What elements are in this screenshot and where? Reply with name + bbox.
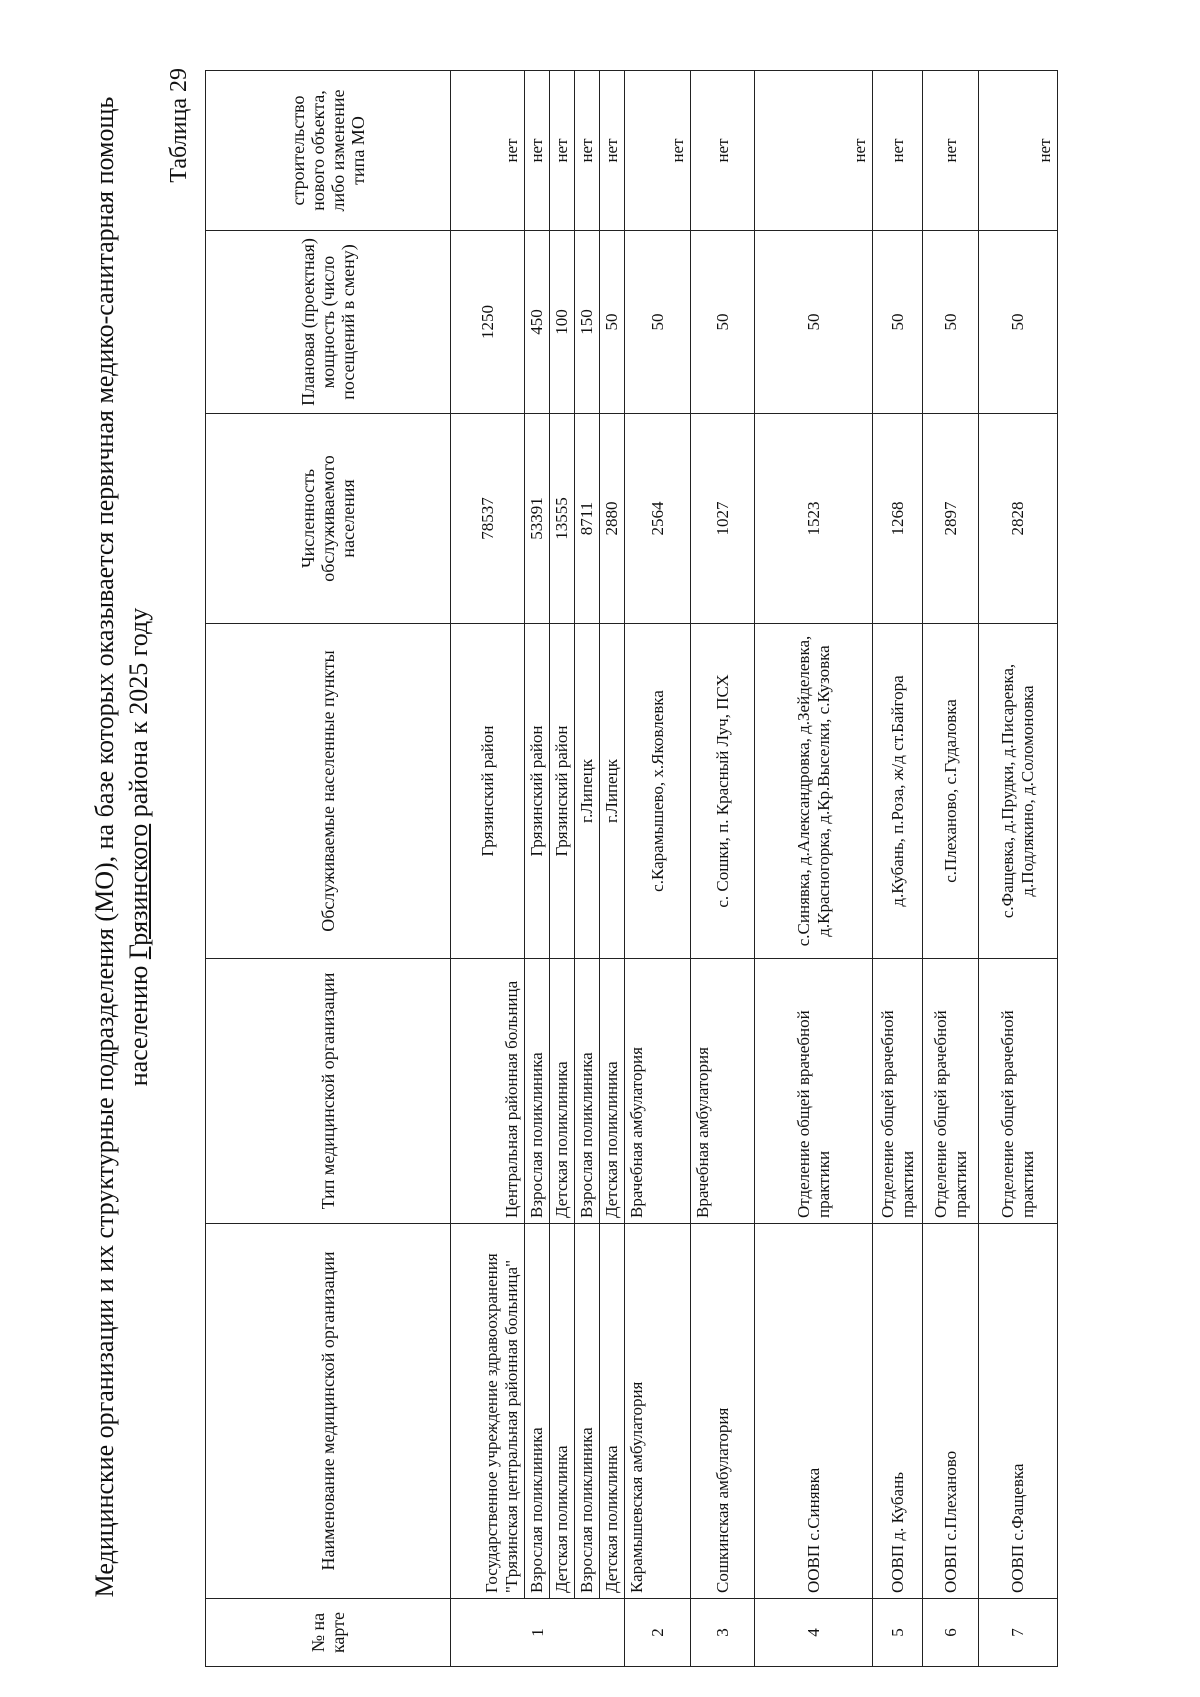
header-num: № на карте (206, 1599, 451, 1667)
cell-population: 2828 (979, 414, 1058, 624)
cell-capacity: 50 (600, 231, 625, 414)
medical-organizations-table (205, 70, 1058, 1667)
cell-num: 5 (873, 1599, 923, 1667)
cell-population: 1027 (691, 414, 755, 624)
cell-num: 4 (755, 1599, 873, 1667)
cell-capacity: 1250 (451, 231, 525, 414)
cell-capacity: 150 (575, 231, 600, 414)
table-row (525, 71, 550, 1667)
table-row (979, 71, 1058, 1667)
cell-population: 53391 (525, 414, 550, 624)
cell-type: Отделение общей врачебной практики (979, 959, 1058, 1224)
cell-areas: г.Липецк (600, 624, 625, 959)
cell-name: Сошкинская амбулатория (691, 1224, 755, 1599)
cell-capacity: 50 (923, 231, 979, 414)
cell-type: Взрослая поликлиника (575, 959, 600, 1224)
cell-population: 1268 (873, 414, 923, 624)
cell-areas: Грязинский район (451, 624, 525, 959)
cell-capacity: 450 (525, 231, 550, 414)
table-row (923, 71, 979, 1667)
cell-type: Детская поликлиника (600, 959, 625, 1224)
cell-construction: нет (755, 71, 873, 231)
cell-areas: д.Кубань, п.Роза, ж/д ст.Байгора (873, 624, 923, 959)
cell-type: Взрослая поликлиника (525, 959, 550, 1224)
cell-areas: с.Фащевка, д.Прудки, д.Писаревка, д.Подлякино, д.Соломоновка (979, 624, 1058, 959)
cell-type: Врачебная амбулатория (691, 959, 755, 1224)
cell-name: Взрослая поликлиника (525, 1224, 550, 1599)
cell-name: Детская поликлинка (550, 1224, 575, 1599)
cell-name: Государственное учреждение здравоохранения "Грязинская центральная районная больница" (451, 1224, 525, 1599)
cell-capacity: 50 (691, 231, 755, 414)
cell-capacity: 50 (755, 231, 873, 414)
cell-type: Врачебная амбулатория (625, 959, 691, 1224)
cell-construction: нет (575, 71, 600, 231)
cell-num: 7 (979, 1599, 1058, 1667)
header-construction: строительство нового объекта, либо изменение типа МО (206, 71, 451, 231)
document-title (88, 57, 156, 1637)
cell-areas: Грязинский район (550, 624, 575, 959)
header-areas: Обслуживаемые населенные пункты (206, 624, 451, 959)
cell-areas: с.Карамышево, х.Яковлевка (625, 624, 691, 959)
table-number-label: Таблица 29 (166, 68, 192, 183)
cell-areas: с.Синявка, д.Александровка, д.Зейделевка, д.Красногорка, д.Кр.Выселки, с.Кузовка (755, 624, 873, 959)
header-row (206, 71, 451, 1667)
cell-construction: нет (691, 71, 755, 231)
header-capacity: Плановая (проектная) мощность (число посещений в смену) (206, 231, 451, 414)
cell-construction: нет (550, 71, 575, 231)
title-line-2-start: населению (124, 959, 153, 1087)
table-row (625, 71, 691, 1667)
table-row (691, 71, 755, 1667)
cell-type: Отделение общей врачебной практики (755, 959, 873, 1224)
cell-type: Отделение общей врачебной практики (923, 959, 979, 1224)
header-name: Наименование медицинской организации (206, 1224, 451, 1599)
cell-areas: Грязинский район (525, 624, 550, 959)
header-type: Тип медицинской организации (206, 959, 451, 1224)
cell-name: ООВП с.Плеханово (923, 1224, 979, 1599)
cell-construction: нет (525, 71, 550, 231)
cell-num: 3 (691, 1599, 755, 1667)
cell-num: 2 (625, 1599, 691, 1667)
table-row (600, 71, 625, 1667)
cell-capacity: 100 (550, 231, 575, 414)
cell-name: Карамышевская амбулатория (625, 1224, 691, 1599)
cell-name: Взрослая поликлиника (575, 1224, 600, 1599)
cell-construction: нет (600, 71, 625, 231)
table-row (451, 71, 525, 1667)
cell-construction: нет (873, 71, 923, 231)
title-line-2-end: района к 2025 году (124, 607, 153, 824)
cell-num: 1 (451, 1599, 625, 1667)
cell-capacity: 50 (873, 231, 923, 414)
table-row (873, 71, 923, 1667)
header-population: Численность обслуживаемого населения (206, 414, 451, 624)
cell-construction: нет (979, 71, 1058, 231)
cell-capacity: 50 (625, 231, 691, 414)
cell-areas: с. Сошки, п. Красный Луч, ПСХ (691, 624, 755, 959)
cell-capacity: 50 (979, 231, 1058, 414)
table-row (755, 71, 873, 1667)
cell-name: ООВП с.Синявка (755, 1224, 873, 1599)
cell-population: 2564 (625, 414, 691, 624)
cell-population: 2880 (600, 414, 625, 624)
cell-areas: с.Плеханово, с.Гудаловка (923, 624, 979, 959)
cell-areas: г.Липецк (575, 624, 600, 959)
cell-population: 8711 (575, 414, 600, 624)
cell-name: ООВП с.Фащевка (979, 1224, 1058, 1599)
cell-name: Детская поликлинка (600, 1224, 625, 1599)
cell-population: 2897 (923, 414, 979, 624)
title-line-1: Медицинские организации и их структурные подразделения (МО), на базе которых оказывается первичная медико-санитарная помощь (90, 96, 119, 1598)
cell-population: 13555 (550, 414, 575, 624)
cell-type: Детская поликлиника (550, 959, 575, 1224)
cell-type: Центральная районная больница (451, 959, 525, 1224)
table-row (575, 71, 600, 1667)
cell-construction: нет (451, 71, 525, 231)
cell-construction: нет (923, 71, 979, 231)
table-row (550, 71, 575, 1667)
cell-type: Отделение общей врачебной практики (873, 959, 923, 1224)
cell-population: 78537 (451, 414, 525, 624)
cell-construction: нет (625, 71, 691, 231)
cell-population: 1523 (755, 414, 873, 624)
title-district: Грязинского (124, 823, 153, 960)
cell-num: 6 (923, 1599, 979, 1667)
cell-name: ООВП д. Кубань (873, 1224, 923, 1599)
